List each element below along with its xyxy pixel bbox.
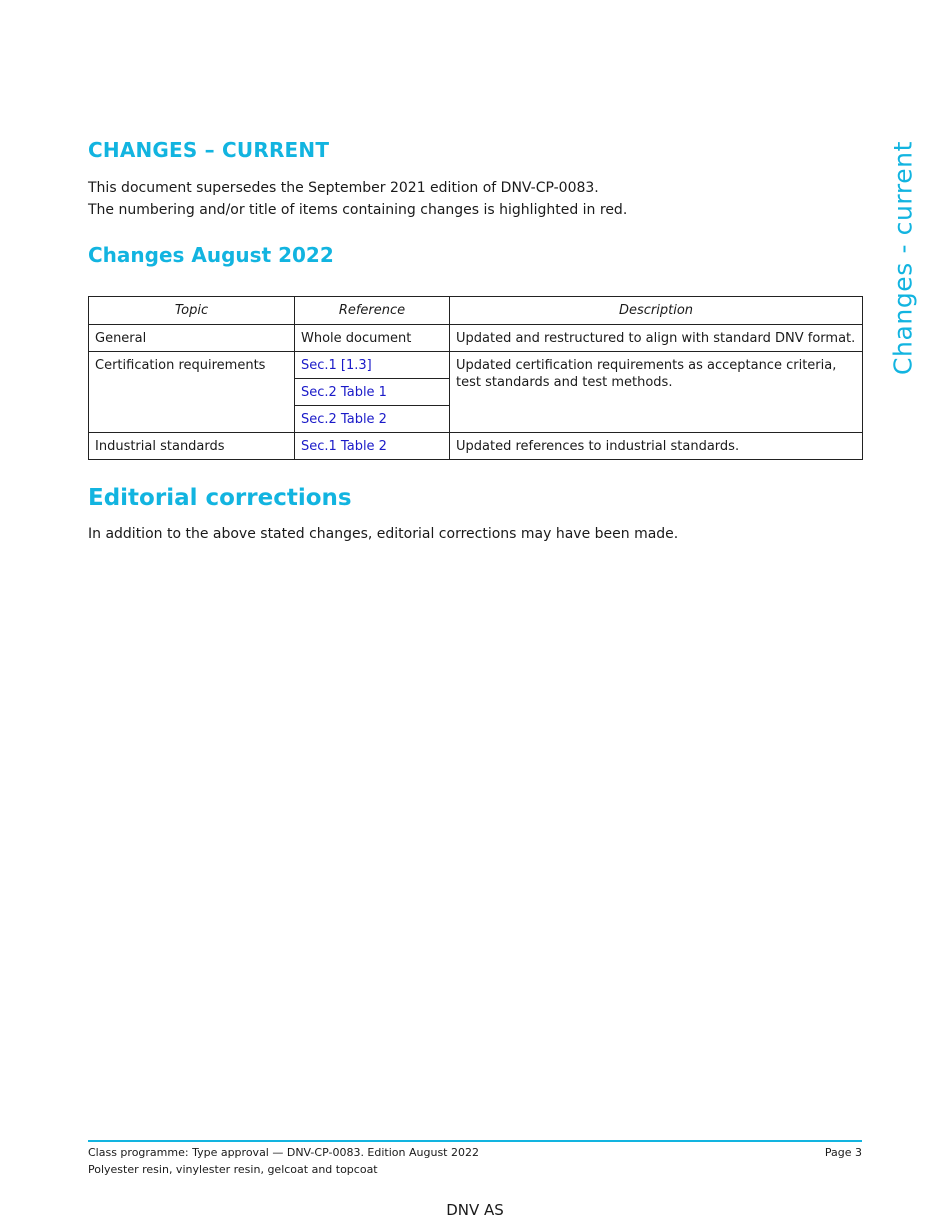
footer-document-subtitle: Polyester resin, vinylester resin, gelcoat and topcoat [88, 1163, 378, 1176]
intro-line-1: This document supersedes the September 2021 edition of DNV-CP-0083. [88, 180, 599, 196]
reference-link[interactable]: Sec.1 [1.3] [295, 352, 450, 379]
topic-cell: General [89, 325, 295, 352]
description-cell: Updated certification requirements as acceptance criteria, test standards and test methods. [450, 352, 863, 433]
side-section-label: Changes - current [888, 140, 918, 376]
table-row [89, 352, 863, 379]
reference-link[interactable]: Sec.1 Table 2 [295, 433, 450, 460]
reference-link[interactable]: Sec.2 Table 2 [295, 406, 450, 433]
changes-table [88, 296, 863, 460]
intro-text [88, 178, 627, 221]
topic-cell: Certification requirements [89, 352, 295, 433]
description-cell: Updated and restructured to align with standard DNV format. [450, 325, 863, 352]
table-header-row [89, 297, 863, 325]
reference-cell: Whole document [295, 325, 450, 352]
header-description: Description [450, 297, 863, 325]
editorial-section-title: Editorial corrections [88, 485, 352, 511]
changes-section-title: Changes August 2022 [88, 243, 334, 267]
header-topic: Topic [89, 297, 295, 325]
footer-divider [88, 1140, 862, 1142]
publisher-name: DNV AS [446, 1201, 504, 1219]
table-row [89, 325, 863, 352]
header-reference: Reference [295, 297, 450, 325]
page-title: CHANGES – CURRENT [88, 138, 330, 162]
reference-link[interactable]: Sec.2 Table 1 [295, 379, 450, 406]
footer-document-title: Class programme: Type approval — DNV-CP-0083. Edition August 2022 [88, 1146, 479, 1159]
editorial-text: In addition to the above stated changes, editorial corrections may have been made. [88, 526, 679, 542]
side-section-tab [888, 140, 918, 376]
footer-page-number: Page 3 [824, 1146, 862, 1159]
intro-line-2: The numbering and/or title of items containing changes is highlighted in red. [88, 201, 628, 218]
topic-cell: Industrial standards [89, 433, 295, 460]
description-cell: Updated references to industrial standards. [450, 433, 863, 460]
table-row [89, 433, 863, 460]
